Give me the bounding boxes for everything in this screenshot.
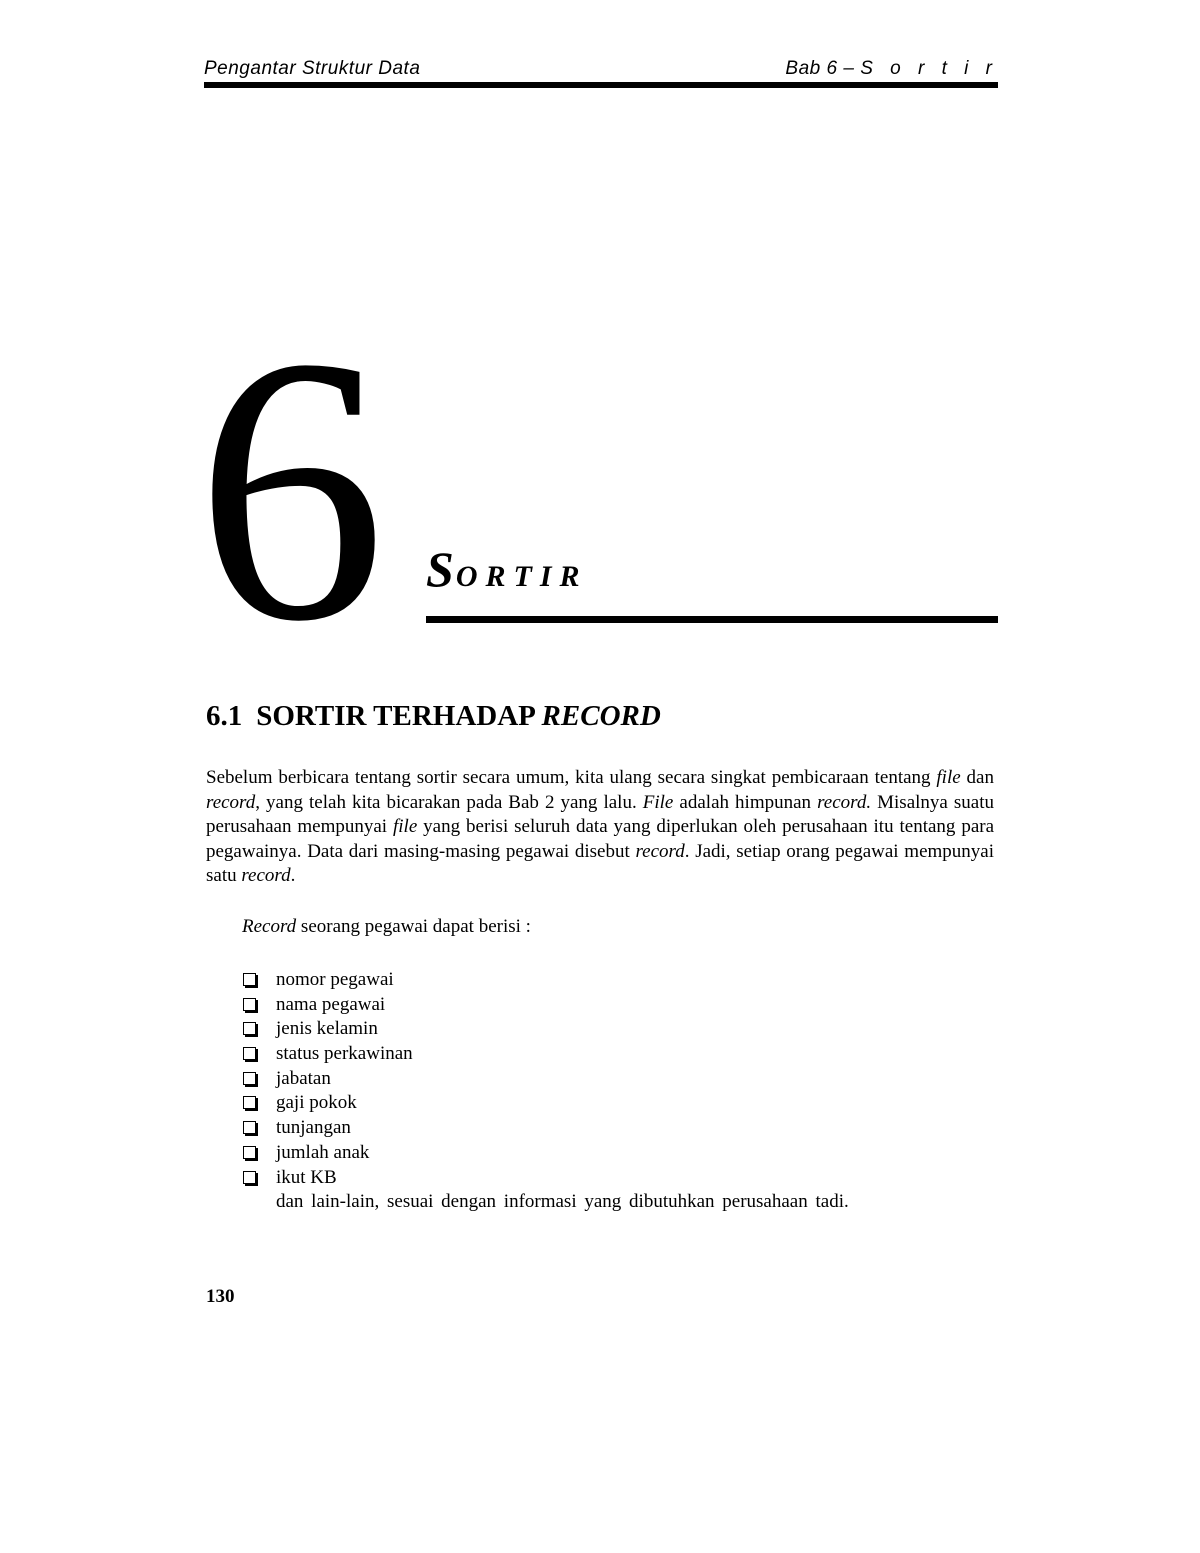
checkbox-icon [243, 973, 256, 986]
header-chapter-title: S o r t i r [860, 58, 998, 79]
paragraph-text: adalah himpunan [673, 791, 818, 813]
paragraph-text: . Jadi, setiap orang pegawai mempunyai satu [206, 840, 995, 887]
paragraph-text: Misalnya suatu perusahaan mempunyai [206, 791, 994, 838]
section-heading [206, 700, 661, 733]
paragraph-italic: record [241, 865, 291, 887]
paragraph-italic: file [936, 767, 961, 788]
list-item [242, 1091, 413, 1116]
paragraph-italic: record. [817, 791, 872, 813]
paragraph-text: dan [960, 767, 994, 788]
checkbox-icon [243, 1146, 256, 1159]
checkbox-icon [243, 1022, 256, 1035]
checkbox-icon [243, 1047, 256, 1060]
paragraph-italic: record [635, 840, 685, 862]
paragraph-italic: File [642, 791, 674, 813]
section-title: SORTIR TERHADAP [256, 700, 535, 732]
list-item [242, 968, 413, 993]
list-item [242, 1166, 413, 1191]
paragraph-text: Sebelum berbicara tentang sortir secara umum, kita ulang secara singkat pembicaraan tentang [206, 767, 937, 788]
record-field-list [242, 968, 413, 1190]
checkbox-icon [243, 1121, 256, 1134]
list-intro-text: seorang pegawai dapat berisi : [296, 916, 531, 937]
list-intro-italic: Record [242, 916, 297, 937]
checkbox-icon [243, 998, 256, 1011]
list-item-label: ikut KB [276, 1166, 337, 1188]
list-item [242, 1017, 413, 1042]
list-item-label: nomor pegawai [276, 969, 394, 990]
list-item-label: gaji pokok [276, 1092, 357, 1114]
paragraph-text: , yang telah kita bicarakan pada Bab 2 yang lalu. [255, 791, 643, 813]
checkbox-icon [243, 1096, 256, 1109]
body-paragraph [206, 766, 994, 889]
list-item [242, 1042, 413, 1067]
paragraph-text: . [290, 865, 296, 887]
list-closing-text: dan lain-lain, sesuai dengan informasi yang dibutuhkan perusahaan tadi. [276, 1191, 849, 1212]
chapter-title-rest: ORTIR [455, 560, 588, 593]
header-rule [204, 82, 998, 88]
chapter-title-rule [426, 616, 998, 623]
header-chapter-label [785, 58, 998, 80]
page-number: 130 [206, 1286, 235, 1307]
header-book-title: Pengantar Struktur Data [204, 58, 421, 79]
list-item [242, 1141, 413, 1166]
header-chapter-prefix: Bab 6 – [785, 58, 861, 79]
list-intro [242, 916, 531, 938]
list-item-label: nama pegawai [276, 993, 386, 1015]
paragraph-text: yang berisi seluruh data yang diperlukan oleh perusahaan itu tentang para pegawainya. Data dari masing-masing pegawai disebut [206, 816, 995, 862]
chapter-title [426, 540, 588, 598]
paragraph-italic: record [206, 791, 256, 813]
list-item-label: jabatan [276, 1067, 331, 1089]
paragraph-italic: file [392, 816, 418, 838]
chapter-title-initial: S [426, 541, 454, 597]
list-item-label: jenis kelamin [276, 1018, 378, 1040]
checkbox-icon [243, 1171, 256, 1184]
page-header [204, 56, 998, 88]
list-item [242, 993, 413, 1018]
section-title-italic: RECORD [541, 700, 661, 732]
section-number: 6.1 [206, 700, 243, 732]
list-item [242, 1067, 413, 1092]
checkbox-icon [243, 1072, 256, 1085]
list-item [242, 1116, 413, 1141]
list-item-label: status perkawinan [276, 1043, 413, 1065]
chapter-number: 6 [196, 279, 386, 700]
list-item-label: jumlah anak [276, 1141, 370, 1163]
list-item-label: tunjangan [276, 1117, 351, 1139]
